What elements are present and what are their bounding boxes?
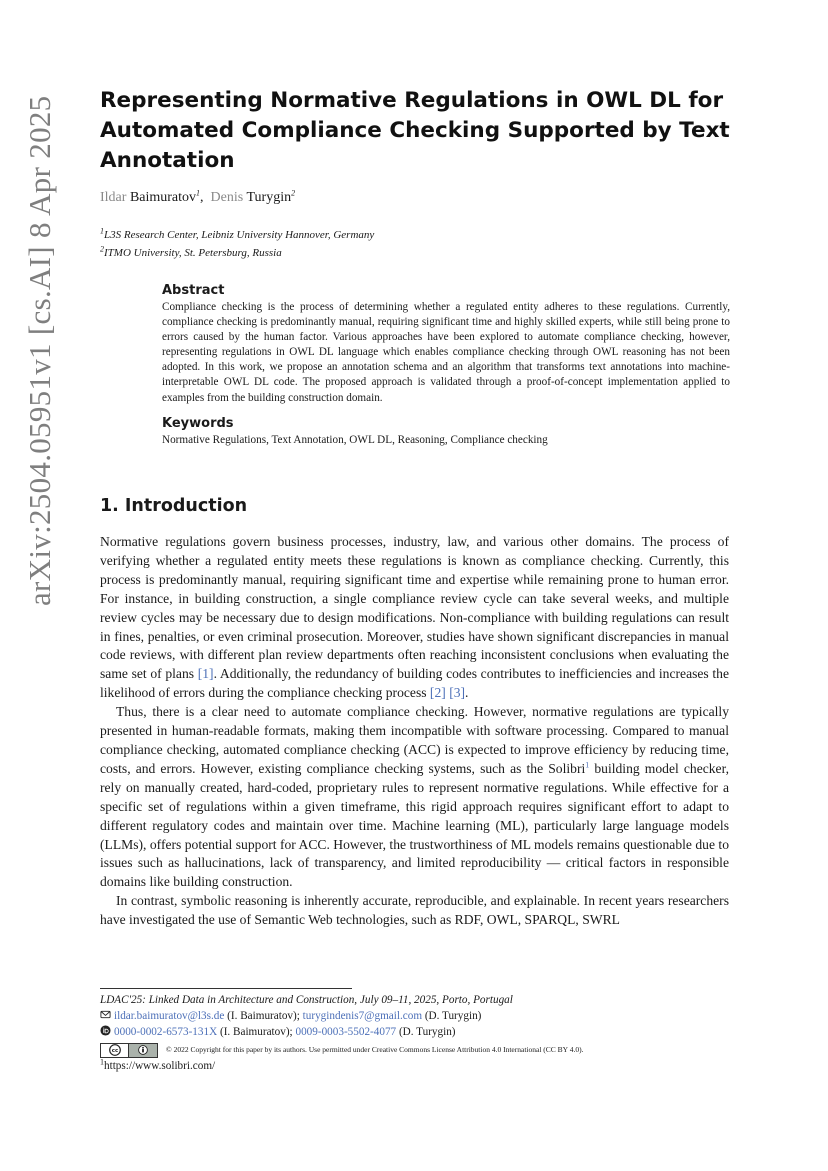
author-affiliation-mark: 1 [196,188,201,198]
author-list: Ildar Baimuratov$^1$, Denis Turygin$^2$ [100,188,296,205]
cc-logo-icon [101,1044,129,1057]
email-line [100,1008,740,1024]
email-owner: (D. Turygin) [424,1010,482,1022]
affiliation-line [100,244,374,262]
email-link[interactable]: ildar.baimuratov@l3s.de [114,1010,225,1022]
footnote-divider [100,988,352,989]
copyright-notice: © 2022 Copyright for this paper by its authors. Use permitted under Creative Commons License Attribution 4.0 International (CC BY 4.0). [166,1045,584,1054]
paragraph-text: . Additionally, the redundancy of building codes contributes to inefficiencies and increases the likelihood of errors during the compliance checking process [100,666,729,701]
paragraph: Normative regulations govern business processes, industry, law, and various other domains. The process of verifying whether a regulated entity meets these regulations is known as compliance checking. Currently, this process is predominantly manual, requiring significant time and expertise while remaining prone to human error. For instance, in building construction, a single compliance review cycle can take several weeks, and multiple review cycles may be necessary due to design modifications. Non-compliance with building regulations can result in fines, penalties, or even criminal prosecution. Moreover, studies have shown significant discrepancies in manual code reviews, with different plan review departments often reaching inconsistent conclusions when evaluating the same set of plans [1]. Additionally, the redundancy of building codes contributes to inefficiencies and increases the likelihood of errors during the compliance checking process [2] [3]. [100,534,729,701]
venue-line [100,992,740,1008]
footnote [100,1058,740,1074]
abstract-section [162,283,730,406]
license-line [100,1042,740,1058]
affiliation-text: ITMO University, St. Petersburg, Russia [104,247,282,259]
envelope-icon [100,1009,111,1020]
arxiv-identifier-stamp: arXiv:2504.05951v1 [cs.AI] 8 Apr 2025 [22,95,57,606]
affiliation-mark: 1 [100,226,104,236]
abstract-text: Compliance checking is the process of determining whether a regulated entity adheres to these regulations. Currently, compliance checking is predominantly manual, requiring significant time and highly skilled experts, while still being prone to errors caused by the human factor. Various approaches have been explored to automate compliance checking, however, representing regulations in OWL DL language which enables compliance checking through OWL reasoning has not been adopted. In this work, we propose an annotation schema and an algorithm that transforms text annotations into machine-interpretable OWL DL code. The proposed approach is validated through a proof-of-concept implementation applied to examples from the building construction domain. [162,301,730,404]
cc-by-license-badge [100,1043,158,1058]
keywords-heading: Keywords [162,416,234,431]
citation-link[interactable]: [1] [197,666,214,682]
paragraph-text: Thus, there is a clear need to automate compliance checking. However, normative regulations are typically presented in human-readable formats, making them incompatible with software processing. Compared to manual compliance checking, automated compliance checking (ACC) is expected to improve efficiency by reducing time, costs, and errors. However, existing compliance checking systems, such as the Solibri [100,704,729,776]
orcid-line [100,1024,740,1040]
affiliations [100,226,374,262]
footnote-url-link[interactable]: https://www.solibri.com/ [104,1060,216,1072]
author-affiliation-mark: 2 [291,188,296,198]
footnote-link[interactable]: 1 [585,760,590,770]
paragraph [100,703,729,892]
paragraph-text: Normative regulations govern business processes, industry, law, and various other domains. The process of verifying whether a regulated entity meets these regulations is known as compliance checking. Currently, this process is predominantly manual, requiring significant time and expertise while remaining prone to human error. For instance, in building construction, a single compliance review cycle can take several weeks, and multiple review cycles may be necessary due to design modifications. Non-compliance with building regulations can result in fines, penalties, or even criminal prosecution. Moreover, studies have shown significant discrepancies in manual code reviews, with different plan review departments often reaching inconsistent conclusions when evaluating the same set of plans [100,534,729,682]
orcid-link[interactable]: 0000-0002-6573-131X [114,1026,218,1038]
abstract-heading: Abstract [162,283,225,298]
footnote-mark: 1 [100,1057,104,1067]
venue-text: LDAC'25: Linked Data in Architecture and Construction, July 09–11, 2025, Porto, Portugal [100,994,513,1006]
author-last-name: Turygin [246,190,292,205]
email-link[interactable]: turygindenis7@gmail.com [302,1010,423,1022]
orcid-owner: (I. Baimuratov); [219,1026,293,1038]
orcid-link[interactable]: 0009-0003-5502-4077 [295,1026,397,1038]
introduction-body [100,533,729,930]
paragraph-text: building model checker, rely on manually created, hard-coded, proprietary rules to represent normative regulations. While effective for a specific set of regulations within a given timeframe, this rigid approach requires significant effort to adapt to different regulatory codes and maintain over time. Machine learning (ML), particularly large language models (LLMs), offers potential support for ACC. However, the trustworthiness of ML models remains questionable due to issues such as hallucinations, lack of transparency, and limited reproducibility — critical factors in responsible domains like building construction. [100,760,729,890]
paper-title: Representing Normative Regulations in OWL DL for Automated Compliance Checking Supported by Text Annotation [100,88,730,173]
orcid-icon [100,1025,111,1036]
email-owner: (I. Baimuratov); [227,1010,300,1022]
paragraph-text: In contrast, symbolic reasoning is inherently accurate, reproducible, and explainable. In recent years researchers have investigated the use of Semantic Web technologies, such as RDF, OWL, SPARQL, SWRL [100,893,729,928]
keywords-text: Normative Regulations, Text Annotation, OWL DL, Reasoning, Compliance checking [162,434,548,446]
affiliation-mark: 2 [100,244,104,254]
citation-link[interactable]: [3] [449,685,466,701]
paragraph [100,892,729,930]
attribution-icon [129,1044,157,1057]
keywords-section [162,416,730,448]
author-first-name: Ildar [100,190,127,205]
affiliation-text: L3S Research Center, Leibniz University Hannover, Germany [104,229,375,241]
svg-text:cc: cc [111,1048,118,1055]
author-last-name: Baimuratov [129,190,197,205]
orcid-owner: (D. Turygin) [398,1026,456,1038]
citation-link[interactable]: [2] [429,685,446,701]
author-first-name: Denis [210,190,244,205]
page-footer [100,992,740,1074]
section-heading-introduction: 1. Introduction [100,496,248,516]
affiliation-line [100,226,374,244]
